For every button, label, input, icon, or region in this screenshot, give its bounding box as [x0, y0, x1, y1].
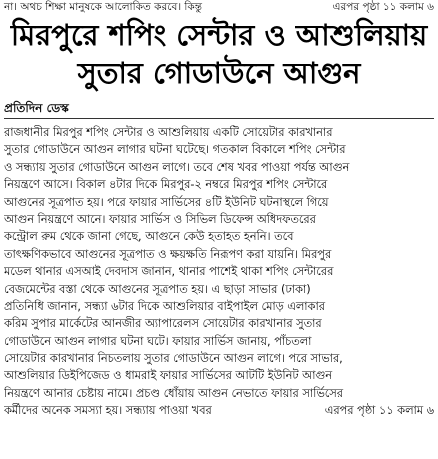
body-line: নিয়ন্ত্রণে আনার চেষ্টায় নামে। প্রচণ্ড ধোঁয়ায় আগুন নেভাতে ফায়ার সার্ভিসের	[4, 386, 343, 400]
body-line: আগুনের সূত্রপাত হয়। পরে ফায়ার সার্ভিসের ৪টি ইউনিট ঘটনাস্থলে গিয়ে	[4, 195, 329, 209]
body-line: বেজমেন্টের বস্তা থেকে আগুনের সূত্রপাত হয়। এ ছাড়া সাভার (ঢাকা)	[4, 282, 311, 296]
continued-on-page-note[interactable]: এরপর পৃষ্ঠা ১১ কলাম ৬	[324, 404, 434, 418]
headline	[0, 16, 438, 92]
body-line: গোডাউনে আগুন লাগার ঘটনা ঘটে। ফায়ার সার্ভিস জানায়, পাঁচতলা	[4, 334, 312, 348]
byline-divider	[4, 118, 434, 119]
body-line: মডেল থানার এসআই দেবদাস জানান, থানার পাশেই থাকা শপিং সেন্টারের	[4, 265, 334, 279]
body-line: রাজধানীর মিরপুর শপিং সেন্টার ও আশুলিয়ায় একটি সোয়েটার কারখানার	[4, 126, 333, 139]
previous-article-tail: না। অথচ শিক্ষা মানুষকে আলোকিত করবে। কিন্তু	[4, 1, 203, 13]
body-line: আগুন নিয়ন্ত্রণে আনে। ফায়ার সার্ভিস ও সিভিল ডিফেন্স অধিদফতরের	[4, 212, 316, 226]
body-line: ও সন্ধ্যায় সুতার গোডাউনে আগুন লাগে। তবে শেষ খবর পাওয়া পর্যন্ত আগুন	[4, 160, 350, 174]
body-line: প্রতিনিধি জানান, সন্ধ্যা ৬টার দিকে আশুলিয়ার বাইপাইল মোড় এলাকার	[4, 299, 325, 313]
body-line: আশুলিয়ার ডিইপিজেড ও ধামরাই ফায়ার সার্ভিসের আটটি ইউনিট আগুন	[4, 369, 333, 383]
body-last-line-text: কর্মীদের অনেক সমস্যা হয়। সন্ধ্যায় পাওয়া খবর	[4, 404, 212, 418]
body-line: সুতার গোডাউনে আগুন লাগার ঘটনা ঘটেছে। গতকাল বিকালে শপিং সেন্টার	[4, 143, 346, 157]
byline: প্রতিদিন ডেস্ক	[4, 101, 69, 115]
previous-article-strip	[0, 0, 438, 16]
headline-line-2: সুতার গোডাউনে আগুন	[77, 56, 361, 90]
body-line: কন্ট্রোল রুম থেকে জানা গেছে, আগুনে কেউ হতাহত হননি। তবে	[4, 230, 294, 244]
body-line: সোয়েটার কারখানার নিচতলায় সুতার গোডাউনে আগুন লাগে। পরে সাভার,	[4, 352, 343, 366]
previous-article-jump-note: এরপর পৃষ্ঠা ১১ কলাম ৬	[332, 1, 434, 13]
headline-line-1: মিরপুরে শপিং সেন্টার ও আশুলিয়ায়	[10, 18, 428, 52]
body-line: নিয়ন্ত্রণে আসে। বিকাল ৪টার দিকে মিরপুর-২ নম্বরে মিরপুর শপিং সেন্টারে	[4, 178, 328, 192]
body-line: করিম সুপার মার্কেটের আনজীর অ্যাপারেলস সোয়েটার কারখানার সুতার	[4, 317, 322, 331]
body-line: তাৎক্ষণিকভাবে আগুনের সূত্রপাত ও ক্ষয়ক্ষতি নিরূপণ করা যায়নি। মিরপুর	[4, 247, 332, 261]
article-body	[4, 124, 434, 420]
body-last-line	[4, 402, 434, 419]
